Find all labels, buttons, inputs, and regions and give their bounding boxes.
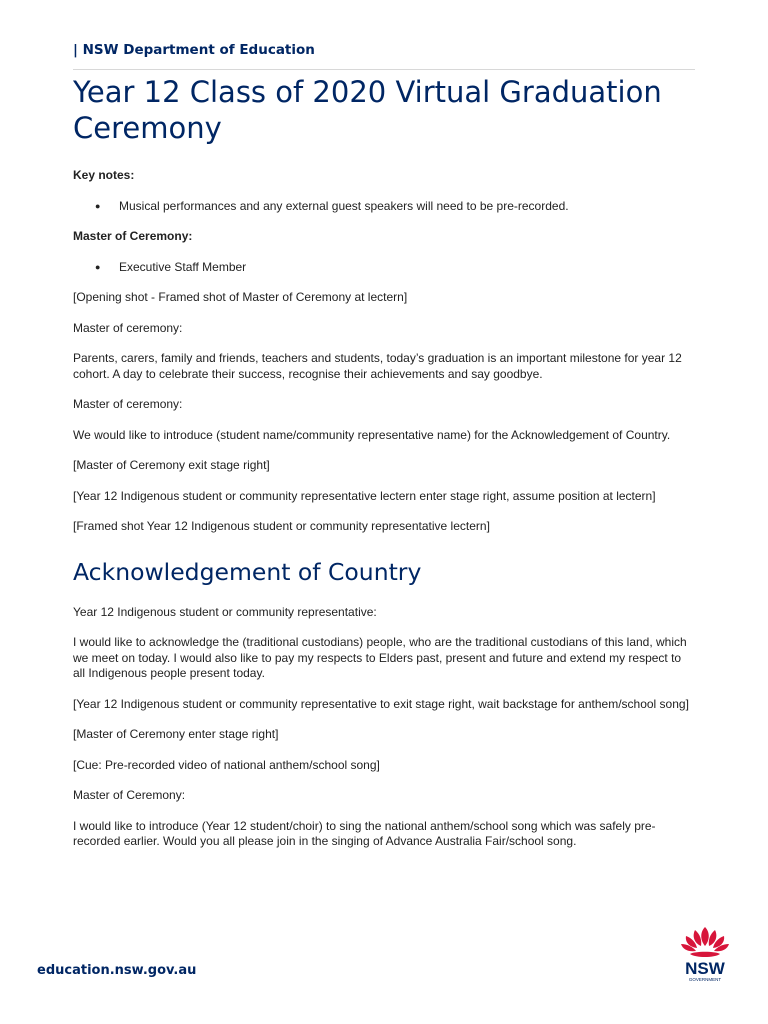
bullet-icon: ● bbox=[95, 261, 101, 272]
paragraph: [Master of Ceremony enter stage right] bbox=[73, 727, 279, 741]
paragraph: Year 12 Indigenous student or community representative: bbox=[73, 604, 377, 619]
waratah-logo bbox=[676, 924, 734, 984]
section-heading: Acknowledgement of Country bbox=[73, 557, 422, 586]
list-item bbox=[73, 199, 695, 215]
paragraph: [Framed shot Year 12 Indigenous student or community representative lectern] bbox=[73, 519, 490, 533]
paragraph: Master of ceremony: bbox=[73, 397, 183, 411]
logo-subtext: GOVERNMENT bbox=[688, 977, 722, 982]
list-item bbox=[73, 260, 695, 276]
list-item-text: Musical performances and any external guest speakers will need to be pre-recorded. bbox=[119, 198, 569, 213]
department-header: | NSW Department of Education bbox=[73, 42, 695, 70]
document-body bbox=[73, 74, 695, 865]
moc-heading: Master of Ceremony: bbox=[73, 229, 193, 243]
bullet-icon: ● bbox=[95, 200, 101, 211]
paragraph: [Master of Ceremony exit stage right] bbox=[73, 458, 270, 472]
paragraph: I would like to introduce (Year 12 student/choir) to sing the national anthem/school song which was safely pre-recorded earlier. Would you all please join in the singing of Advance Australia Fair/school song. bbox=[73, 818, 656, 848]
paragraph: Master of Ceremony: bbox=[73, 788, 186, 802]
moc-list bbox=[73, 260, 695, 276]
list-item-text: Executive Staff Member bbox=[119, 259, 247, 274]
paragraph: [Year 12 Indigenous student or community representative to exit stage right, wait backstage for anthem/school song] bbox=[73, 696, 689, 711]
paragraph: Parents, carers, family and friends, teachers and students, today’s graduation is an important milestone for year 12 cohort. A day to celebrate their success, recognise their achievements and say goodbye. bbox=[73, 351, 682, 381]
paragraph: [Cue: Pre-recorded video of national anthem/school song] bbox=[73, 757, 380, 772]
logo-text: NSW bbox=[685, 959, 725, 978]
paragraph: [Year 12 Indigenous student or community representative lectern enter stage right, assume position at lectern] bbox=[73, 488, 656, 503]
paragraph: Master of ceremony: bbox=[73, 320, 183, 335]
paragraph: We would like to introduce (student name/community representative name) for the Acknowledgement of Country. bbox=[73, 427, 671, 442]
footer-url-link[interactable]: education.nsw.gov.au bbox=[37, 963, 197, 978]
paragraph: [Opening shot - Framed shot of Master of Ceremony at lectern] bbox=[73, 290, 408, 304]
key-notes-list bbox=[73, 199, 695, 215]
key-notes-heading: Key notes: bbox=[73, 168, 135, 182]
paragraph: I would like to acknowledge the (traditional custodians) people, who are the traditional custodians of this land, which we meet on today. I would also like to pay my respects to Elders past, present and future and extend my respect to all Indigenous people present today. bbox=[73, 635, 687, 680]
document-title: Year 12 Class of 2020 Virtual Graduation Ceremony bbox=[73, 75, 662, 145]
